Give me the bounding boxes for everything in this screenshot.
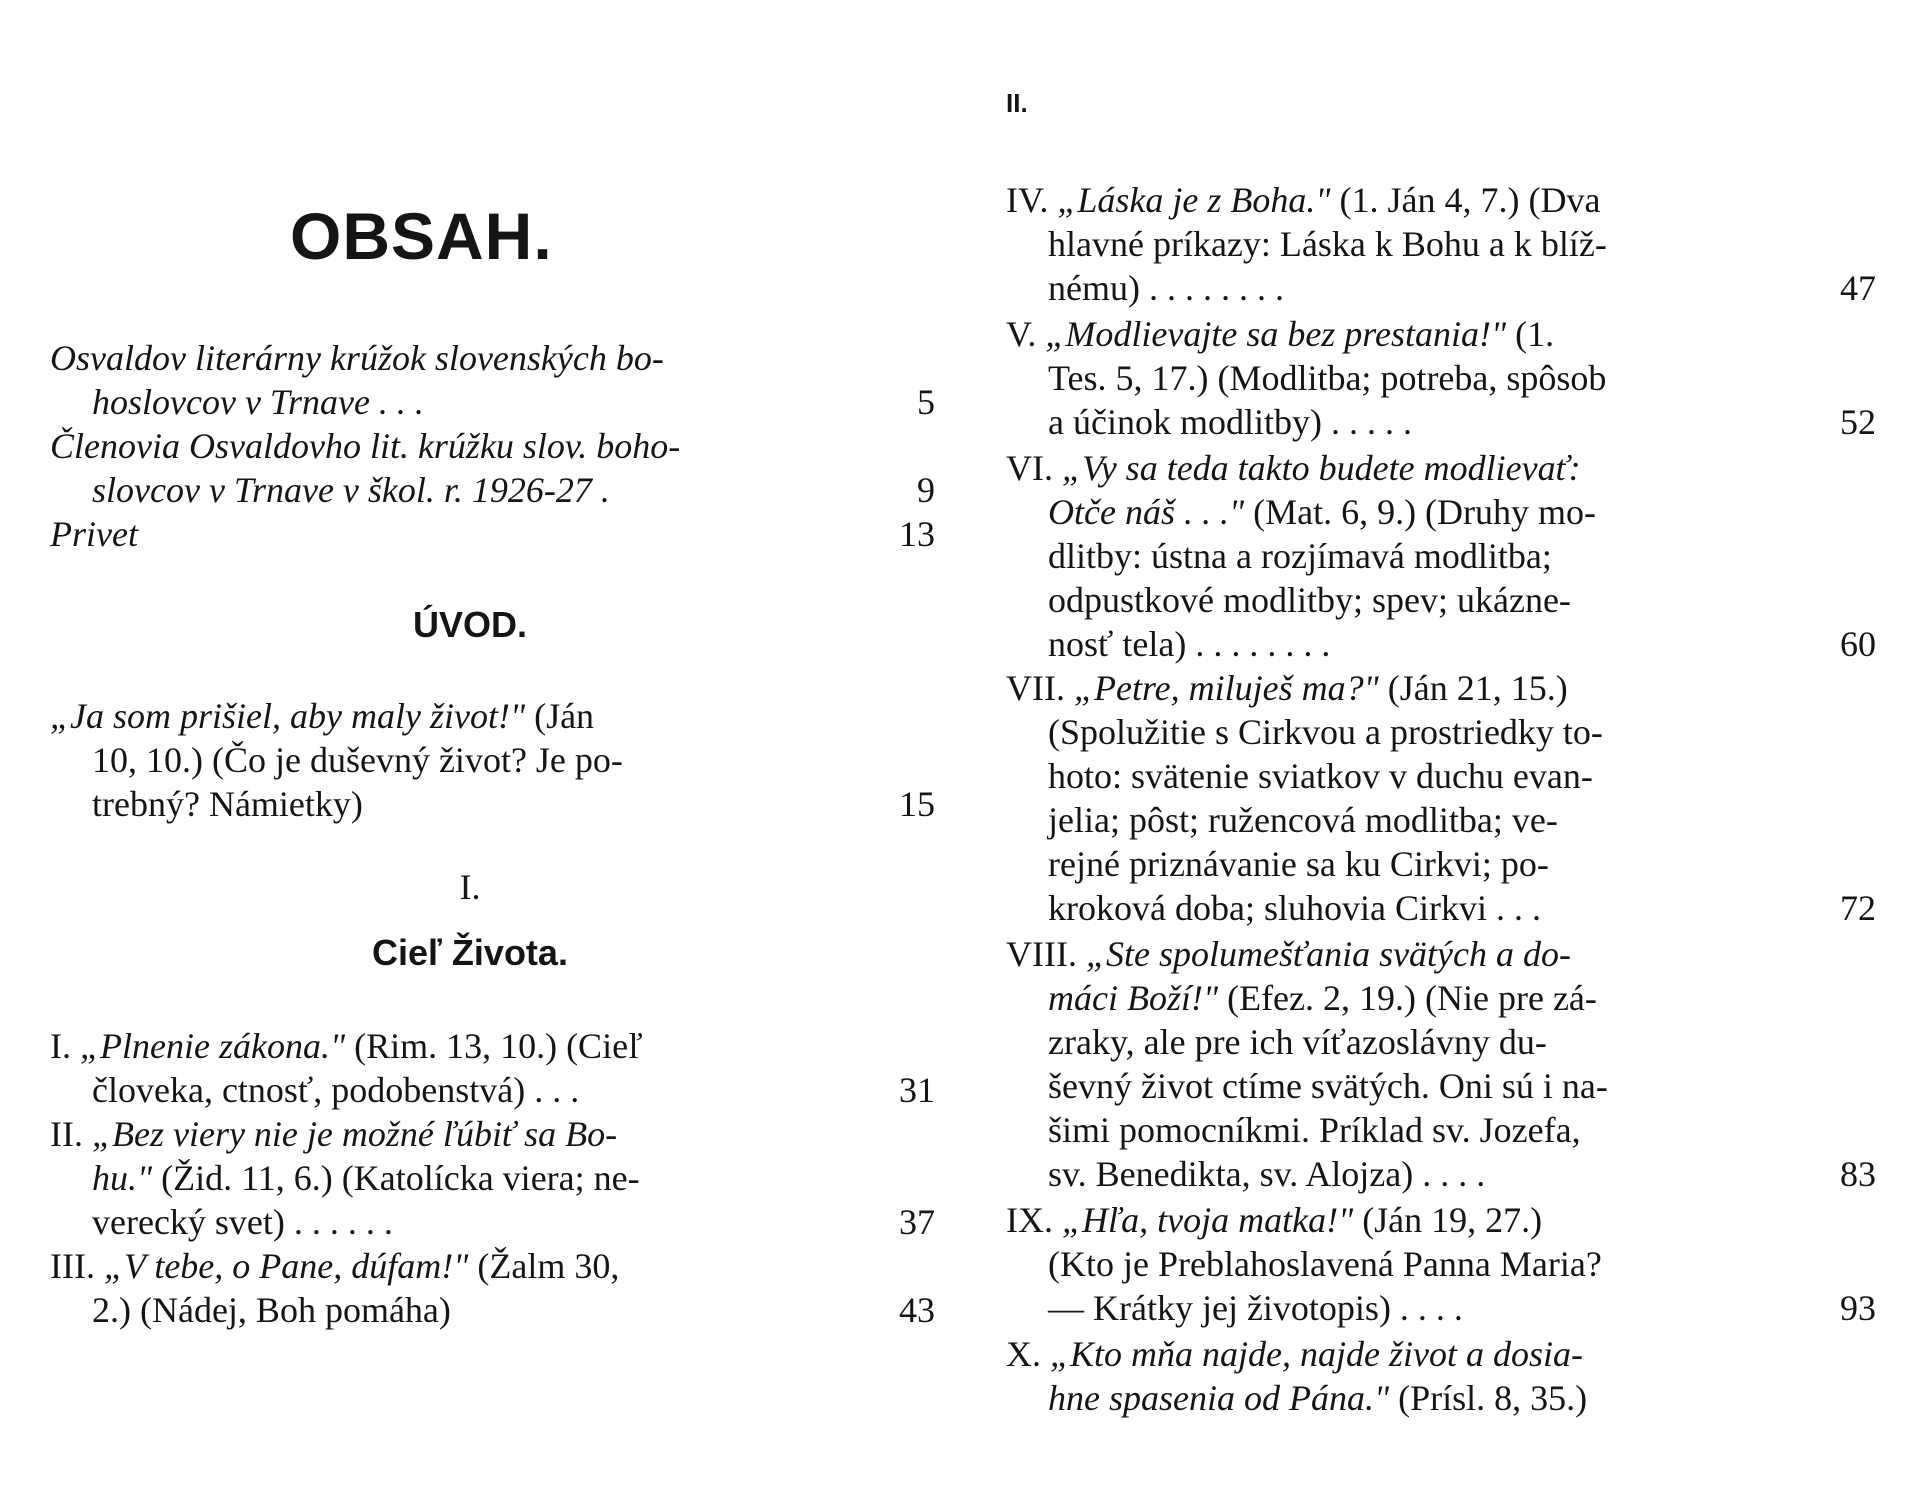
toc-entry-privet xyxy=(50,512,935,556)
entry-line: nosť tela) . . . . . . . . xyxy=(1048,624,1331,664)
entry-quote: „Bez viery nie je možné ľúbiť sa Bo- xyxy=(91,1114,618,1154)
page-number: 43 xyxy=(899,1290,935,1330)
entry-quote: hne spasenia od Pána." xyxy=(1048,1378,1390,1418)
entry-label: II. xyxy=(50,1114,83,1154)
entry-line: kroková doba; sluhovia Cirkvi . . . xyxy=(1048,888,1541,928)
toc-entry-ix xyxy=(1006,1198,1876,1330)
entry-label: V. xyxy=(1006,314,1037,354)
entry-line: rejné priznávanie sa ku Cirkvi; po- xyxy=(1048,844,1549,884)
entry-text: (Ján 21, 15.) xyxy=(1378,668,1568,708)
entry-quote: „Hľa, tvoja matka!" xyxy=(1062,1200,1354,1240)
entry-line: hoslovcov v Trnave . . . xyxy=(92,382,424,422)
entry-line: a účinok modlitby) . . . . . xyxy=(1048,402,1412,442)
entry-line: ševný život ctíme svätých. Oni sú i na- xyxy=(1048,1066,1608,1106)
entry-line: hlavné príkazy: Láska k Bohu a k blíž- xyxy=(1048,224,1607,264)
toc-entry-intro xyxy=(50,694,935,826)
entry-line: dlitby: ústna a rozjímavá modlitba; xyxy=(1048,536,1552,576)
entry-quote: „Modlievajte sa bez prestania!" xyxy=(1045,314,1507,354)
entry-line: jelia; pôst; ružencová modlitba; ve- xyxy=(1048,800,1558,840)
entry-line: sv. Benedikta, sv. Alojza) . . . . xyxy=(1048,1154,1486,1194)
section-heading-uvod: ÚVOD. xyxy=(412,604,527,645)
entry-line: slovcov v Trnave v škol. r. 1926-27 . xyxy=(92,470,610,510)
entry-label: I. xyxy=(50,1026,71,1066)
entry-label: VII. xyxy=(1006,668,1065,708)
entry-line: odpustkové modlitby; spev; ukázne- xyxy=(1048,580,1571,620)
entry-label: III. xyxy=(50,1246,95,1286)
entry-text: (1. Ján 4, 7.) (Dva xyxy=(1330,180,1601,220)
entry-line: šimi pomocníkmi. Príklad sv. Jozefa, xyxy=(1048,1110,1581,1150)
entry-quote: „Vy sa teda takto budete modlievať: xyxy=(1062,448,1581,488)
toc-entry-vii xyxy=(1006,666,1876,930)
page-number: 72 xyxy=(1840,888,1876,928)
entry-quote: „Petre, miluješ ma?" xyxy=(1073,668,1379,708)
section-heading-ciel-zivota: Cieľ Života. xyxy=(372,932,568,973)
page-number: 52 xyxy=(1840,402,1876,442)
entry-quote: „Ja som prišiel, aby maly život!" xyxy=(50,696,526,736)
entry-line: verecký svet) . . . . . . xyxy=(92,1202,393,1242)
entry-text: (Mat. 6, 9.) (Druhy mo- xyxy=(1244,492,1597,532)
page-number: 83 xyxy=(1840,1154,1876,1194)
toc-entry-clenovia xyxy=(50,424,935,512)
page-number: 5 xyxy=(917,382,935,422)
toc-entry-viii xyxy=(1006,932,1876,1196)
entry-label: IX. xyxy=(1006,1200,1053,1240)
entry-line: 10, 10.) (Čo je duševný život? Je po- xyxy=(92,740,623,780)
entry-text: (Žalm 30, xyxy=(468,1246,620,1286)
entry-quote: hu." xyxy=(92,1158,153,1198)
entry-quote: Otče náš . . ." xyxy=(1048,492,1245,532)
entry-line: človeka, ctnosť, podobenstvá) . . . xyxy=(92,1070,580,1110)
entry-quote: máci Boží!" xyxy=(1048,978,1219,1018)
page-number: 13 xyxy=(899,514,935,554)
entry-line: 2.) (Nádej, Boh pomáha) xyxy=(92,1290,451,1330)
entry-line: Osvaldov literárny krúžok slovenských bo- xyxy=(50,338,664,378)
entry-text: (Rim. 13, 10.) (Cieľ xyxy=(345,1026,643,1066)
entry-line: hoto: svätenie sviatkov v duchu evan- xyxy=(1048,756,1593,796)
entry-quote: „Láska je z Boha." xyxy=(1057,180,1331,220)
entry-line: (Spolužitie s Cirkvou a prostriedky to- xyxy=(1048,712,1603,752)
toc-entry-x xyxy=(1006,1332,1876,1420)
entry-line: Tes. 5, 17.) (Modlitba; potreba, spôsob xyxy=(1048,358,1607,398)
entry-quote: „Plnenie zákona." xyxy=(80,1026,346,1066)
entry-quote: „V tebe, o Pane, dúfam!" xyxy=(103,1246,469,1286)
entry-text: (1. xyxy=(1506,314,1555,354)
page-number: 60 xyxy=(1840,624,1876,664)
page-marker: II. xyxy=(1006,88,1028,118)
entry-label: VI. xyxy=(1006,448,1053,488)
entry-line: — Krátky jej životopis) . . . . xyxy=(1048,1288,1463,1328)
toc-entry-iii xyxy=(50,1244,935,1332)
entry-line: nému) . . . . . . . . xyxy=(1048,268,1284,308)
page-title: OBSAH. xyxy=(290,199,553,273)
page-number: 37 xyxy=(899,1202,935,1242)
page-number: 93 xyxy=(1840,1288,1876,1328)
toc-entry-v xyxy=(1006,312,1876,444)
entry-quote: „Ste spolumešťania svätých a do- xyxy=(1085,934,1572,974)
page-number: 15 xyxy=(899,784,935,824)
toc-entry-ii xyxy=(50,1112,935,1244)
part-roman-numeral: I. xyxy=(459,867,481,907)
page-number: 31 xyxy=(899,1070,935,1110)
entry-line: Privet xyxy=(50,514,138,554)
toc-entry-osvaldov xyxy=(50,336,935,424)
entry-line: zraky, ale pre ich víťazoslávny du- xyxy=(1048,1022,1547,1062)
toc-entry-vi xyxy=(1006,446,1876,666)
entry-text: (Efez. 2, 19.) (Nie pre zá- xyxy=(1218,978,1597,1018)
entry-line: trebný? Námietky) xyxy=(92,784,363,824)
page-number: 47 xyxy=(1840,268,1876,308)
entry-text: (Ján 19, 27.) xyxy=(1353,1200,1543,1240)
page-number: 9 xyxy=(917,470,935,510)
entry-text: (Ján xyxy=(525,696,595,736)
entry-text: (Žid. 11, 6.) (Katolícka viera; ne- xyxy=(152,1158,640,1198)
entry-text: (Prísl. 8, 35.) xyxy=(1389,1378,1588,1418)
entry-label: X. xyxy=(1006,1334,1041,1374)
toc-entry-iv xyxy=(1006,178,1876,310)
entry-line: (Kto je Preblahoslavená Panna Maria? xyxy=(1048,1244,1602,1284)
entry-label: IV. xyxy=(1006,180,1049,220)
entry-quote: „Kto mňa najde, najde život a dosia- xyxy=(1050,1334,1583,1374)
entry-label: VIII. xyxy=(1006,934,1077,974)
toc-entry-i xyxy=(50,1024,935,1112)
entry-line: Členovia Osvaldovho lit. krúžku slov. boho- xyxy=(50,426,681,466)
